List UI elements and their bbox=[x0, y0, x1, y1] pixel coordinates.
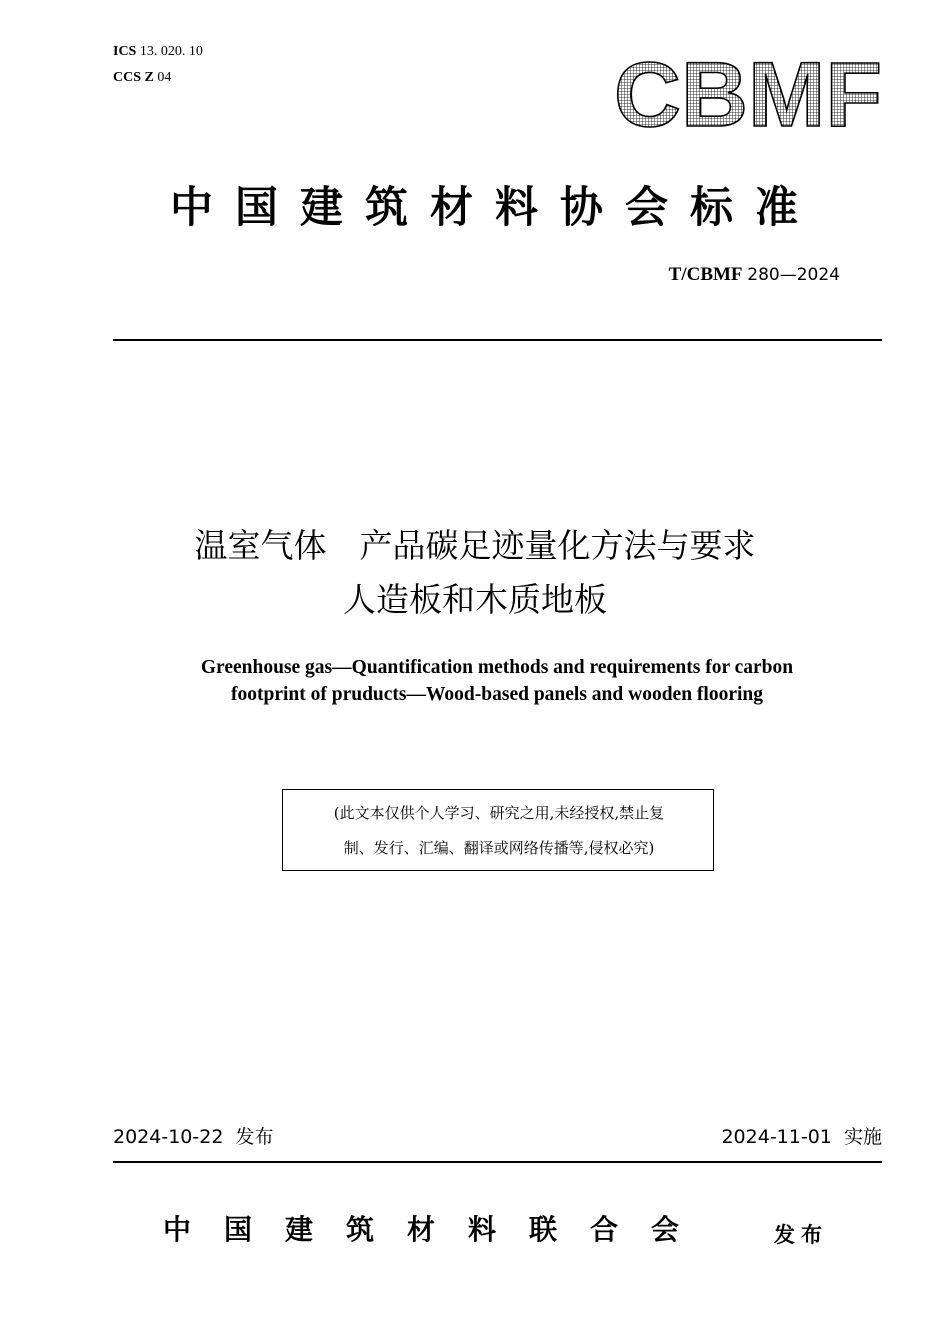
ccs-classification bbox=[113, 69, 171, 87]
chinese-title-line-2: 人造板和木质地板 bbox=[343, 580, 607, 619]
organization-standard-title: 中国建筑材料协会标准 bbox=[170, 183, 820, 233]
english-title-line-2: footprint of pruducts—Wood-based panels and wooden flooring bbox=[230, 684, 763, 705]
standard-code-prefix: T/CBMF bbox=[668, 264, 743, 285]
standard-code-number: 280—2024 bbox=[747, 265, 840, 285]
implementation-label: 实施 bbox=[843, 1126, 882, 1148]
publisher-action: 发布 bbox=[774, 1222, 828, 1247]
ics-classification bbox=[113, 43, 203, 61]
issue-date-line bbox=[113, 1124, 274, 1150]
english-title-line-1: Greenhouse gas—Quantification methods and requirements for carbon bbox=[200, 657, 794, 678]
bottom-divider bbox=[113, 1161, 882, 1163]
standard-code bbox=[669, 263, 840, 287]
implementation-date-line bbox=[721, 1124, 882, 1150]
ccs-letter: Z bbox=[144, 70, 154, 85]
notice-line-2: 制、发行、汇编、翻译或网络传播等,侵权必究) bbox=[343, 839, 655, 857]
top-divider bbox=[113, 339, 882, 341]
copyright-notice-box bbox=[282, 789, 714, 871]
ccs-label: CCS bbox=[113, 70, 142, 85]
cbmf-logo bbox=[612, 55, 884, 133]
implementation-date: 2024-11-01 bbox=[721, 1126, 832, 1148]
logo-text: CBMF bbox=[614, 55, 882, 133]
notice-line-1: (此文本仅供个人学习、研究之用,未经授权,禁止复 bbox=[333, 804, 665, 822]
ics-value: 13. 020. 10 bbox=[139, 44, 203, 59]
ics-label: ICS bbox=[113, 44, 137, 59]
publisher-name: 中国建筑材料联合会 bbox=[163, 1213, 713, 1246]
issue-label: 发布 bbox=[235, 1126, 274, 1148]
ccs-value: 04 bbox=[157, 70, 172, 85]
chinese-title-line-1: 温室气体 产品碳足迹量化方法与要求 bbox=[194, 526, 756, 565]
issue-date: 2024-10-22 bbox=[113, 1126, 224, 1148]
